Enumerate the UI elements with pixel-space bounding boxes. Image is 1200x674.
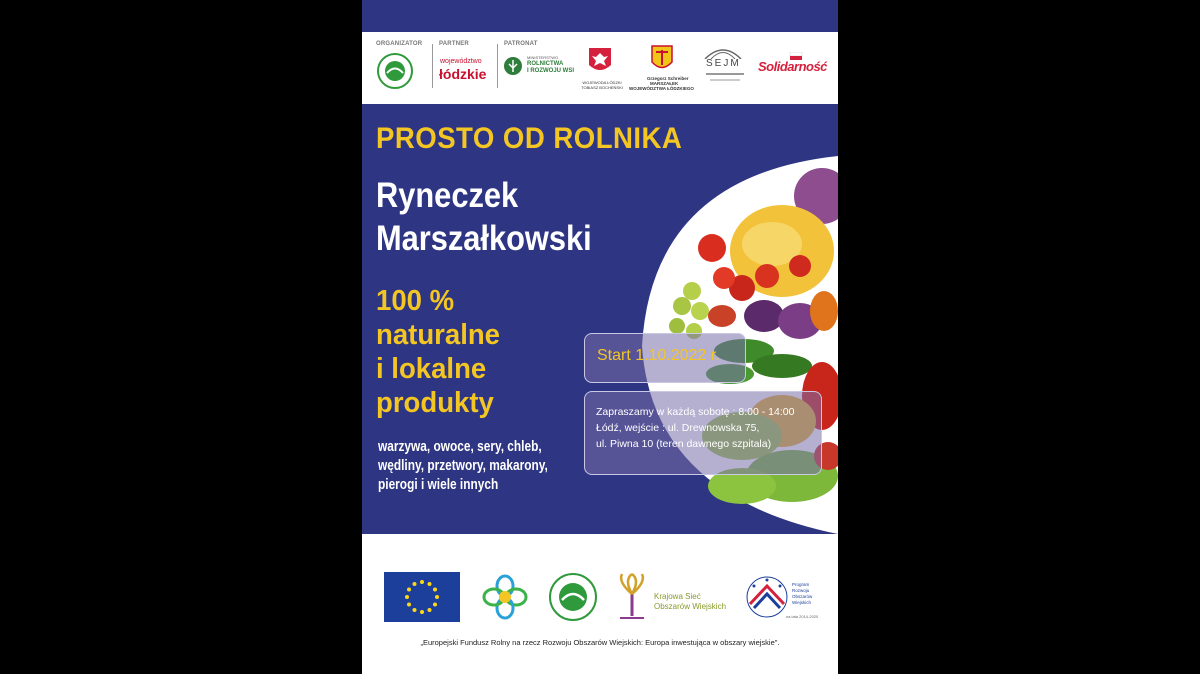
patron-label: PATRONAT <box>504 41 538 47</box>
prow-line5: na lata 2014-2020 <box>786 614 819 619</box>
ministry-line1: MINISTERSTWO <box>527 55 559 60</box>
market-name <box>376 174 592 260</box>
claim-line2: naturalne <box>376 319 501 351</box>
products-line2: wędliny, przetwory, makarony, <box>378 458 548 474</box>
info-line3: ul. Piwna 10 (teren dawnego szpitala) <box>596 438 772 450</box>
claim-line3: i lokalne <box>376 353 487 385</box>
ministry-line3: I ROZWOJU WSI <box>527 68 574 74</box>
partner-label: PARTNER <box>439 41 469 47</box>
products-line3: pierogi i wiele innych <box>378 477 499 493</box>
start-date-box <box>584 333 746 383</box>
top-band <box>362 0 838 32</box>
organizer-seal-icon <box>376 52 414 90</box>
sejm-rule <box>706 73 744 75</box>
headline: PROSTO OD ROLNIKA <box>376 122 683 155</box>
wojewoda-text: WOJEWODA ŁÓDZKI TOBIASZ BOCHEŃSKI <box>581 80 623 90</box>
main-panel <box>362 104 838 534</box>
disclaimer: „Europejski Fundusz Rolny na rzecz Rozwoju Obszarów Wiejskich: Europa inwestująca w obszary wiejskie". <box>420 638 780 647</box>
ministry-line2: ROLNICTWA <box>527 61 564 67</box>
solidarnosc-logo: Solidarność <box>758 59 827 74</box>
claim <box>376 284 500 420</box>
poster <box>362 0 838 674</box>
partner-logo-line2: łódzkie <box>439 66 487 82</box>
prow-line3: Obszarów <box>792 594 813 599</box>
start-date-text: Start 1.10.2022 r. <box>597 347 720 364</box>
claim-line1: 100 % <box>376 285 455 317</box>
eu-flag-icon <box>384 572 460 622</box>
ministry-icon <box>503 56 523 76</box>
claim-line4: produkty <box>376 387 494 419</box>
sejm-arch-icon <box>702 45 744 59</box>
ksow-line2: Obszarów Wiejskich <box>654 602 727 611</box>
market-name-line1: Ryneczek <box>376 176 519 215</box>
products-line1: warzywa, owoce, sery, chleb, <box>378 439 542 455</box>
footer <box>362 534 838 674</box>
divider <box>497 44 498 88</box>
flower-logo-icon <box>482 574 528 620</box>
opening-info-box <box>584 391 822 475</box>
sejm-rule <box>710 79 740 81</box>
marszalek-line2: MARSZAŁEK <box>650 81 679 86</box>
partner-logo-line1: województwo <box>440 58 482 65</box>
eu-stars-icon <box>384 572 460 622</box>
info-line1: Zapraszamy w każdą sobotę : 8:00 - 14:00 <box>596 406 795 418</box>
marszalek-line1: Grzegorz Schreiber <box>647 76 689 81</box>
prow-line4: Wiejskich <box>792 600 812 605</box>
marszalek-line3: WOJEWÓDZTWA ŁÓDZKIEGO <box>629 86 694 91</box>
ksow-line1: Krajowa Sieć <box>654 592 701 601</box>
ksow-logo-icon <box>612 572 652 622</box>
info-line2: Łódź, wejście : ul. Drewnowska 75, <box>596 422 760 434</box>
prow-logo-icon <box>744 574 790 620</box>
divider <box>432 44 433 88</box>
prow-line2: Rozwoju <box>792 588 810 593</box>
agricultural-centre-seal-icon <box>548 572 598 622</box>
organizer-label: ORGANIZATOR <box>376 41 423 47</box>
region-crest-icon <box>651 45 673 73</box>
logo-strip-top <box>362 32 838 104</box>
prow-line1: Program <box>792 582 810 587</box>
sejm-logo: SEJM <box>706 58 741 69</box>
market-name-line2: Marszałkowski <box>376 219 592 258</box>
product-list <box>378 438 616 495</box>
polish-eagle-icon <box>588 47 612 75</box>
